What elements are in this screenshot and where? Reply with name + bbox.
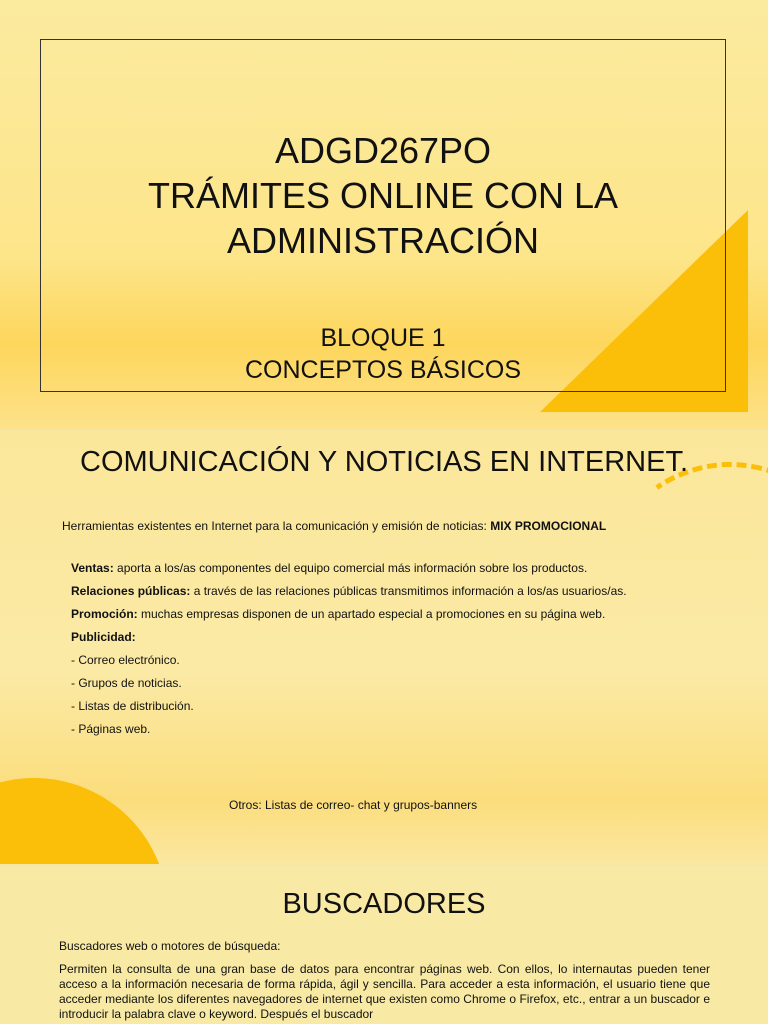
item-label: Relaciones públicas: [71, 584, 191, 598]
intro-text [62, 519, 606, 533]
item-label: Publicidad: [71, 630, 136, 644]
sublist-item: - Listas de distribución. [71, 699, 194, 713]
others-text: Otros: Listas de correo- chat y grupos-banners [229, 798, 478, 812]
slide-subtitle [40, 322, 726, 386]
list-item [71, 630, 657, 645]
item-text: muchas empresas disponen de un apartado especial a promociones en su página web. [137, 607, 606, 621]
slide-heading: BUSCADORES [282, 888, 486, 920]
mix-list [71, 561, 657, 745]
title-line: TRÁMITES ONLINE CON LA [147, 175, 619, 216]
item-text: aporta a los/as componentes del equipo comercial más información sobre los productos. [113, 561, 588, 575]
decorative-circle [0, 778, 168, 864]
title-line: ADMINISTRACIÓN [226, 220, 539, 261]
subtitle-line: BLOQUE 1 [320, 324, 446, 352]
list-item [71, 584, 657, 599]
lead-text: Buscadores web o motores de búsqueda: [59, 939, 281, 953]
subtitle-line: CONCEPTOS BÁSICOS [245, 356, 521, 384]
title-line: ADGD267PO [274, 130, 492, 171]
paragraph: Permiten la consulta de una gran base de datos para encontrar páginas web. Con ellos, lo internautas pueden tener acceso a la información necesaria de forma rápida, ágil y sencilla. Para acceder a esta información, el usuario tiene que acceder mediante los diferentes navegadores de internet que existen como Chrome o Firefox, etc., entrar a un buscador e introducir la palabra clave o keyword. Después el buscador [59, 962, 710, 1021]
intro-plain: Herramientas existentes en Internet para la comunicación y emisión de noticias: [62, 519, 491, 533]
sublist-item: - Grupos de noticias. [71, 676, 182, 690]
sublist-item: - Páginas web. [71, 722, 151, 736]
list-item [71, 607, 657, 622]
slide-heading: COMUNICACIÓN Y NOTICIAS EN INTERNET. [80, 446, 688, 478]
sublist-item: - Correo electrónico. [71, 653, 180, 667]
item-label: Ventas: [71, 561, 114, 575]
item-text: a través de las relaciones públicas transmitimos información a los/as usuarios/as. [190, 584, 627, 598]
slide-title [0, 0, 768, 430]
slide-title-text [40, 128, 726, 263]
slide-communication [0, 432, 768, 864]
item-label: Promoción: [71, 607, 138, 621]
list-item [71, 561, 657, 576]
slide-search-engines [0, 866, 768, 1024]
intro-bold: MIX PROMOCIONAL [490, 519, 607, 533]
